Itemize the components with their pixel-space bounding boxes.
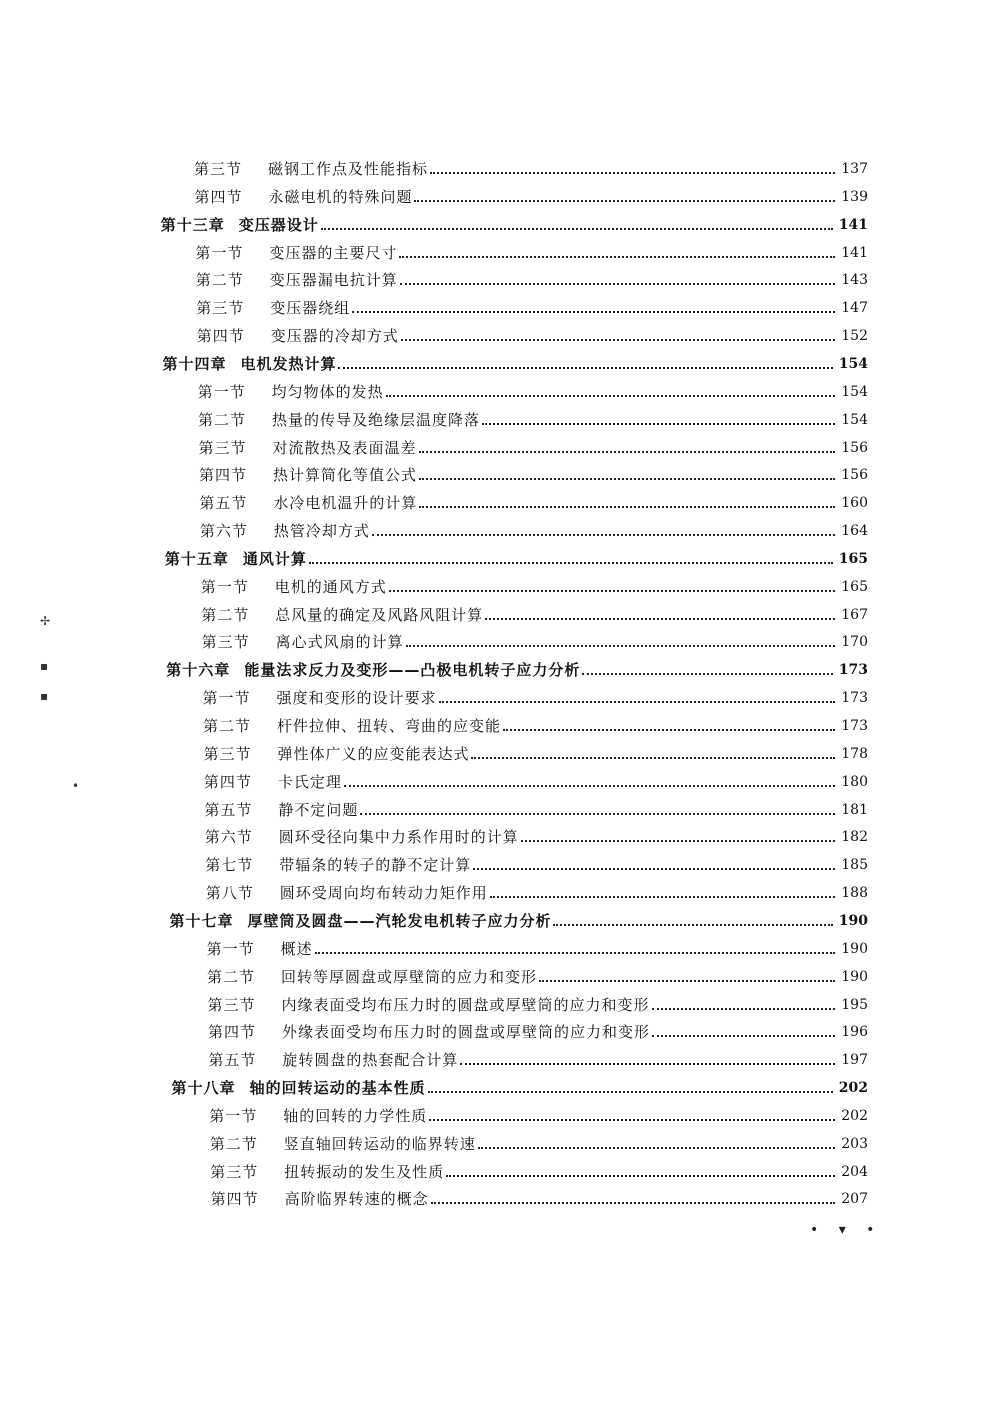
section-title: 电机的通风方式 (274, 577, 387, 596)
dot-leader (471, 757, 835, 759)
footer-marks: • ▾ • (810, 1222, 883, 1238)
binding-mark-icon: ▪ (40, 659, 49, 673)
section-number: 第一节 (202, 689, 251, 708)
toc-section-row[interactable] (198, 406, 868, 430)
page-number: 164 (841, 523, 868, 540)
section-number: 第三节 (207, 995, 256, 1014)
toc-entry-label (201, 605, 483, 625)
toc-entry-label (203, 688, 437, 708)
dot-leader (419, 506, 835, 508)
dot-leader (419, 451, 836, 453)
section-number: 第三节 (194, 160, 243, 178)
page-number: 202 (841, 1107, 868, 1124)
section-title: 概述 (280, 939, 313, 958)
section-number: 第三节 (196, 299, 245, 318)
dot-leader (652, 1035, 835, 1037)
page-number: 188 (841, 885, 868, 902)
page-number: 182 (841, 829, 868, 846)
dot-leader (386, 395, 836, 397)
toc-entry-label (207, 967, 537, 987)
toc-section-row[interactable] (207, 935, 868, 959)
toc-section-row[interactable] (202, 628, 868, 652)
toc-entry-label (205, 827, 519, 847)
page-number: 156 (841, 467, 868, 484)
page-number: 141 (841, 244, 868, 261)
toc-entry-label (198, 410, 480, 430)
section-title: 带辐条的转子的静不定计算 (279, 856, 472, 875)
toc-section-row[interactable] (203, 740, 868, 764)
section-title: 变压器的主要尺寸 (269, 243, 398, 262)
dot-leader (315, 952, 836, 954)
binding-mark-icon: ✢ (40, 614, 51, 628)
toc-section-row[interactable] (198, 378, 868, 402)
page-number: 173 (841, 690, 868, 707)
toc-entry-label (169, 911, 551, 931)
page-number: 154 (841, 411, 868, 428)
section-number: 第五节 (208, 1051, 257, 1070)
toc-section-row[interactable] (204, 768, 868, 792)
toc-entry-label (202, 632, 404, 652)
page-number: 173 (841, 718, 868, 734)
section-number: 第四节 (198, 466, 247, 485)
page-number: 165 (841, 578, 868, 595)
section-title: 水冷电机温升的计算 (273, 494, 418, 513)
toc-section-row[interactable] (196, 294, 868, 318)
page-number: 139 (841, 188, 868, 205)
toc-section-row[interactable] (208, 1018, 868, 1042)
toc-entry-label (210, 1162, 444, 1182)
section-title: 磁钢工作点及性能指标 (268, 160, 429, 178)
page-number: 196 (841, 1024, 868, 1041)
section-title: 变压器的冷却方式 (270, 327, 399, 346)
page-number: 190 (838, 912, 868, 929)
toc-section-row[interactable] (199, 461, 868, 485)
section-title: 圆环受周向均布转动力矩作用 (279, 884, 488, 903)
section-number: 第一节 (206, 939, 255, 958)
page-number: 204 (841, 1163, 868, 1180)
section-number: 第二节 (198, 410, 247, 429)
dot-leader (399, 256, 835, 258)
toc-entry-label (208, 1050, 458, 1070)
dot-leader (389, 590, 836, 592)
page-number: 195 (841, 996, 868, 1013)
dot-leader (473, 868, 835, 870)
page-number: 170 (841, 634, 868, 651)
toc-entry-label (199, 465, 417, 485)
toc-entry-label (197, 326, 399, 346)
toc-entry-label (205, 855, 471, 875)
dot-leader (372, 534, 835, 536)
dot-leader (309, 562, 833, 564)
section-number: 第四节 (203, 772, 252, 791)
section-title: 永磁电机的特殊问题 (268, 187, 413, 206)
page-number: 197 (841, 1052, 868, 1069)
section-number: 第三节 (198, 438, 247, 457)
toc-section-row[interactable] (206, 879, 868, 903)
section-number: 第三节 (210, 1162, 259, 1181)
binding-mark-icon: ▪ (40, 689, 49, 703)
dot-leader (482, 423, 835, 425)
section-number: 第一节 (195, 243, 244, 262)
chapter-title: 能量法求反力及变形——凸极电机转子应力分析 (244, 661, 581, 680)
section-title: 杆件拉伸、扭转、弯曲的应变能 (277, 717, 502, 735)
toc-entry-label (194, 159, 428, 179)
chapter-title: 厚壁筒及圆盘——汽轮发电机转子应力分析 (247, 911, 552, 930)
section-title: 对流散热及表面温差 (272, 438, 417, 457)
toc-entry-label (200, 521, 370, 541)
section-number: 第一节 (197, 382, 246, 401)
section-title: 静不定问题 (278, 800, 359, 819)
section-number: 第四节 (194, 187, 243, 206)
dot-leader (582, 673, 832, 675)
dot-leader (414, 200, 835, 202)
dot-leader (400, 283, 835, 285)
page-number: 165 (838, 550, 868, 567)
section-title: 旋转圆盘的热套配合计算 (282, 1051, 459, 1070)
dot-leader (553, 924, 832, 926)
section-title: 轴的回转的力学性质 (283, 1106, 428, 1125)
page-number: 203 (841, 1135, 868, 1152)
toc-entry-label (166, 660, 580, 680)
toc-entry-label (207, 939, 313, 959)
page-number: 207 (841, 1191, 868, 1208)
section-number: 第五节 (199, 494, 248, 513)
chapter-title: 通风计算 (242, 549, 307, 568)
toc-section-row[interactable] (208, 991, 869, 1015)
section-number: 第一节 (209, 1106, 258, 1125)
page-number: 154 (841, 383, 868, 400)
toc-entry-label (162, 354, 336, 374)
toc-section-row[interactable] (199, 489, 868, 513)
dot-leader (521, 840, 835, 842)
dot-leader (503, 729, 835, 731)
toc-section-row[interactable] (209, 1102, 868, 1126)
dot-leader (446, 1175, 835, 1177)
toc-entry-label (208, 1022, 650, 1042)
page-number: 137 (841, 161, 868, 177)
toc-section-row[interactable] (203, 684, 868, 708)
dot-leader (478, 1147, 836, 1149)
dot-leader (344, 785, 835, 787)
dot-leader (406, 645, 836, 647)
section-title: 总风量的确定及风路风阻计算 (275, 605, 484, 624)
chapter-number: 第十五章 (164, 549, 229, 568)
chapter-number: 第十六章 (166, 661, 231, 680)
dot-leader (428, 1091, 833, 1093)
toc-entry-label (199, 493, 417, 513)
section-title: 热量的传导及绝缘层温度降落 (272, 410, 481, 429)
page-number: 190 (841, 968, 868, 985)
section-title: 扭转振动的发生及性质 (284, 1162, 445, 1181)
section-number: 第四节 (207, 1023, 256, 1042)
toc-chapter-row[interactable] (172, 1074, 868, 1098)
section-number: 第三节 (203, 744, 252, 763)
page-number: 156 (841, 439, 868, 456)
toc-section-row[interactable] (205, 851, 868, 875)
toc-chapter-row[interactable] (165, 545, 868, 569)
toc-section-row[interactable] (195, 239, 868, 263)
dot-leader (490, 896, 836, 898)
toc-entry-label (196, 270, 398, 290)
section-number: 第四节 (196, 327, 245, 346)
toc-section-row[interactable] (203, 712, 868, 736)
dot-leader (321, 228, 833, 230)
section-number: 第二节 (207, 967, 256, 986)
toc-section-row[interactable] (199, 434, 869, 458)
toc-entry-label (210, 1134, 476, 1154)
page-number: 180 (841, 773, 868, 790)
dot-leader (485, 618, 835, 620)
toc-entry-label (195, 243, 397, 263)
page-number: 185 (841, 857, 868, 874)
section-title: 热管冷却方式 (273, 522, 370, 541)
page-number: 181 (841, 801, 868, 818)
toc-chapter-row[interactable] (169, 907, 868, 931)
page-number: 178 (841, 745, 868, 762)
toc-entry-label (194, 187, 412, 207)
chapter-title: 轴的回转运动的基本性质 (249, 1079, 426, 1098)
toc-entry-label (201, 577, 387, 597)
section-title: 内缘表面受均布压力时的圆盘或厚壁筒的应力和变形 (281, 995, 650, 1014)
page-number: 190 (841, 940, 868, 957)
section-title: 变压器绕组 (270, 299, 351, 318)
section-number: 第六节 (199, 522, 248, 541)
section-number: 第二节 (195, 271, 244, 290)
dot-leader (338, 367, 832, 369)
page-number: 202 (838, 1080, 868, 1097)
dot-leader (429, 1119, 835, 1121)
section-number: 第二节 (203, 717, 252, 735)
chapter-number: 第十四章 (162, 354, 227, 373)
section-title: 变压器漏电抗计算 (269, 271, 398, 290)
toc-section-row[interactable] (194, 155, 868, 179)
page-number: 152 (841, 328, 868, 345)
section-title: 竖直轴回转运动的临界转速 (283, 1134, 476, 1153)
toc-entry-label (203, 716, 501, 736)
section-title: 高阶临界转速的概念 (284, 1190, 429, 1209)
toc-entry-label (165, 549, 307, 569)
page-number: 173 (838, 662, 868, 679)
section-number: 第七节 (205, 856, 254, 875)
section-title: 离心式风扇的计算 (275, 633, 404, 652)
dot-leader (439, 701, 836, 703)
toc-chapter-row[interactable] (162, 350, 868, 374)
toc-entry-label (203, 744, 469, 764)
toc-section-row[interactable] (201, 573, 868, 597)
dot-leader (539, 980, 835, 982)
dot-leader (360, 813, 835, 815)
toc-entry-label (204, 800, 358, 820)
chapter-number: 第十八章 (171, 1079, 236, 1098)
section-number: 第八节 (205, 884, 254, 903)
toc-section-row[interactable] (205, 823, 868, 847)
toc-entry-label (199, 438, 417, 458)
section-title: 均匀物体的发热 (271, 382, 384, 401)
toc-entry-label (211, 1189, 429, 1209)
section-number: 第六节 (204, 828, 253, 847)
section-title: 外缘表面受均布压力时的圆盘或厚壁筒的应力和变形 (281, 1023, 650, 1042)
page-number: 154 (838, 355, 868, 372)
dot-leader (430, 172, 835, 174)
chapter-title: 变压器设计 (238, 215, 319, 234)
section-number: 第一节 (200, 577, 249, 596)
dot-leader (460, 1063, 835, 1065)
section-number: 第二节 (209, 1134, 258, 1153)
dot-leader (652, 1008, 836, 1010)
toc-section-row[interactable] (210, 1130, 868, 1154)
toc-entry-label (204, 772, 342, 792)
toc-section-row[interactable] (211, 1185, 868, 1209)
dot-leader (401, 339, 836, 341)
toc-section-row[interactable] (207, 963, 868, 987)
toc-section-row[interactable] (210, 1158, 868, 1182)
toc-entry-label (172, 1078, 426, 1098)
section-title: 弹性体广义的应变能表达式 (277, 744, 470, 763)
dot-leader (431, 1202, 836, 1204)
section-number: 第五节 (204, 800, 253, 819)
toc-section-row[interactable] (201, 601, 868, 625)
toc-entry-label (206, 883, 488, 903)
section-title: 回转等厚圆盘或厚壁筒的应力和变形 (281, 967, 538, 986)
binding-mark-icon: • (72, 779, 80, 793)
chapter-number: 第十三章 (160, 215, 225, 234)
section-title: 热计算简化等值公式 (272, 466, 417, 485)
section-title: 卡氏定理 (277, 772, 342, 791)
chapter-title: 电机发热计算 (240, 354, 337, 373)
toc-section-row[interactable] (196, 266, 868, 290)
section-title: 圆环受径向集中力系作用时的计算 (278, 828, 519, 847)
section-number: 第三节 (201, 633, 250, 652)
toc-entry-label (209, 1106, 427, 1126)
toc-section-row[interactable] (197, 322, 868, 346)
page-number: 160 (841, 495, 868, 512)
dot-leader (419, 478, 835, 480)
chapter-number: 第十七章 (169, 911, 234, 930)
page-number: 141 (838, 216, 868, 233)
toc-entry-label (198, 382, 384, 402)
toc-section-row[interactable] (204, 796, 868, 820)
dot-leader (352, 311, 835, 313)
section-number: 第二节 (201, 605, 250, 624)
toc-section-row[interactable] (208, 1046, 868, 1070)
page-number: 147 (841, 300, 868, 317)
section-number: 第四节 (210, 1190, 259, 1209)
toc-entry-label (161, 215, 319, 235)
toc-chapter-row[interactable] (166, 656, 868, 680)
section-title: 强度和变形的设计要求 (276, 689, 437, 708)
toc-entry-label (196, 298, 350, 318)
toc-chapter-row[interactable] (161, 211, 868, 235)
toc-section-row[interactable] (200, 517, 868, 541)
toc-section-row[interactable] (194, 183, 868, 207)
page-number: 143 (841, 272, 868, 289)
page-number: 167 (841, 606, 868, 623)
toc-entry-label (208, 995, 650, 1015)
